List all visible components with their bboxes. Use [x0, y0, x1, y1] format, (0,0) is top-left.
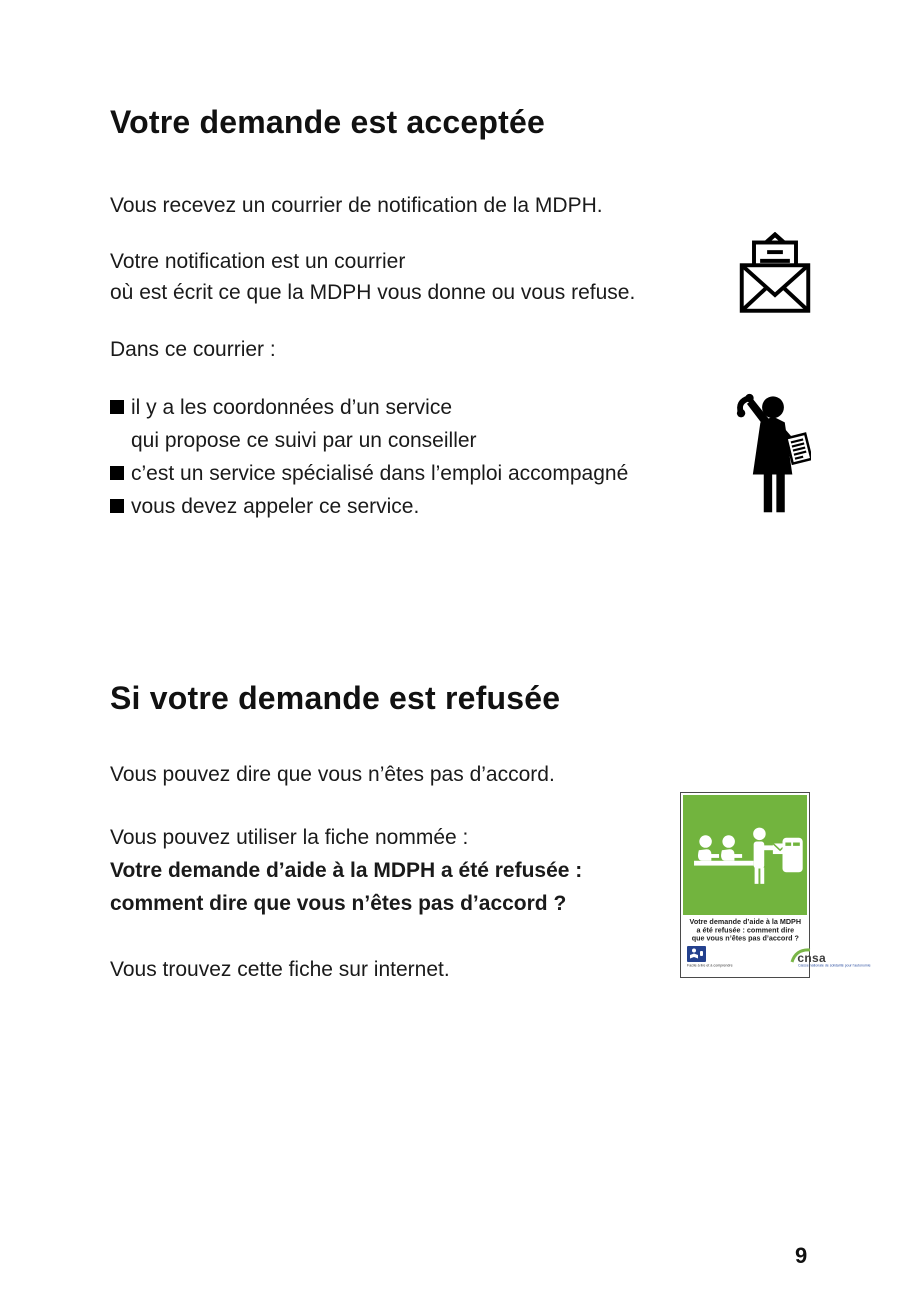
paragraph-line: où est écrit ce que la MDPH vous donne ou vous refuse.: [110, 281, 636, 304]
fiche-cover-logos: [681, 946, 871, 972]
envelope-icon: [733, 232, 817, 321]
fiche-paragraph: [110, 821, 582, 920]
falc-caption: Facile à lire et à comprendre: [687, 963, 733, 968]
paragraph-line: Vous pouvez utiliser la fiche nommée :: [110, 826, 469, 849]
fiche-cover-thumbnail: [680, 792, 871, 978]
cnsa-tagline: Caisse nationale de solidarité pour l’autonomie: [798, 964, 871, 968]
bullet-list: [110, 391, 628, 523]
cnsa-wordmark: cnsa: [797, 951, 826, 965]
fiche-cover-title-line: a été refusée : comment dire: [696, 926, 794, 935]
list-item: [110, 490, 628, 523]
page-number: 9: [795, 1243, 808, 1268]
list-item: [110, 457, 628, 490]
list-intro: Dans ce courrier :: [110, 338, 276, 361]
fiche-title-line: Votre demande d’aide à la MDPH a été refusée :: [110, 859, 583, 882]
section-title-refused: Si votre demande est refusée: [110, 680, 561, 716]
paragraph: Vous pouvez dire que vous n’êtes pas d’accord.: [110, 763, 555, 786]
falc-logo: [687, 946, 788, 972]
fiche-cover-title-line: Votre demande d’aide à la MDPH: [689, 918, 801, 926]
paragraph: Vous trouvez cette fiche sur internet.: [110, 958, 450, 981]
list-item-continuation: qui propose ce suivi par un conseiller: [131, 429, 477, 452]
square-bullet-icon: [110, 499, 124, 513]
woman-phone-document-icon: [735, 393, 811, 524]
square-bullet-icon: [110, 400, 124, 414]
fiche-cover-illustration: [683, 795, 807, 915]
cnsa-logo: [788, 946, 871, 972]
square-bullet-icon: [110, 466, 124, 480]
easy-to-read-icon: [687, 946, 706, 962]
paragraph: [110, 246, 635, 308]
list-item-text: vous devez appeler ce service.: [131, 495, 420, 518]
section-title-accepted: Votre demande est acceptée: [110, 104, 546, 140]
list-item-text: c’est un service spécialisé dans l’emploi accompagné: [131, 462, 629, 485]
list-item-text: il y a les coordonnées d’un service: [131, 396, 453, 419]
paragraph: Vous recevez un courrier de notification de la MDPH.: [110, 194, 603, 217]
list-item: [110, 391, 628, 424]
fiche-title-line: comment dire que vous n’êtes pas d’accord ?: [110, 892, 567, 915]
fiche-cover-title: [681, 918, 808, 943]
fiche-cover-title-line: que vous n’êtes pas d’accord ?: [691, 934, 799, 943]
paragraph-line: Votre notification est un courrier: [110, 250, 406, 273]
